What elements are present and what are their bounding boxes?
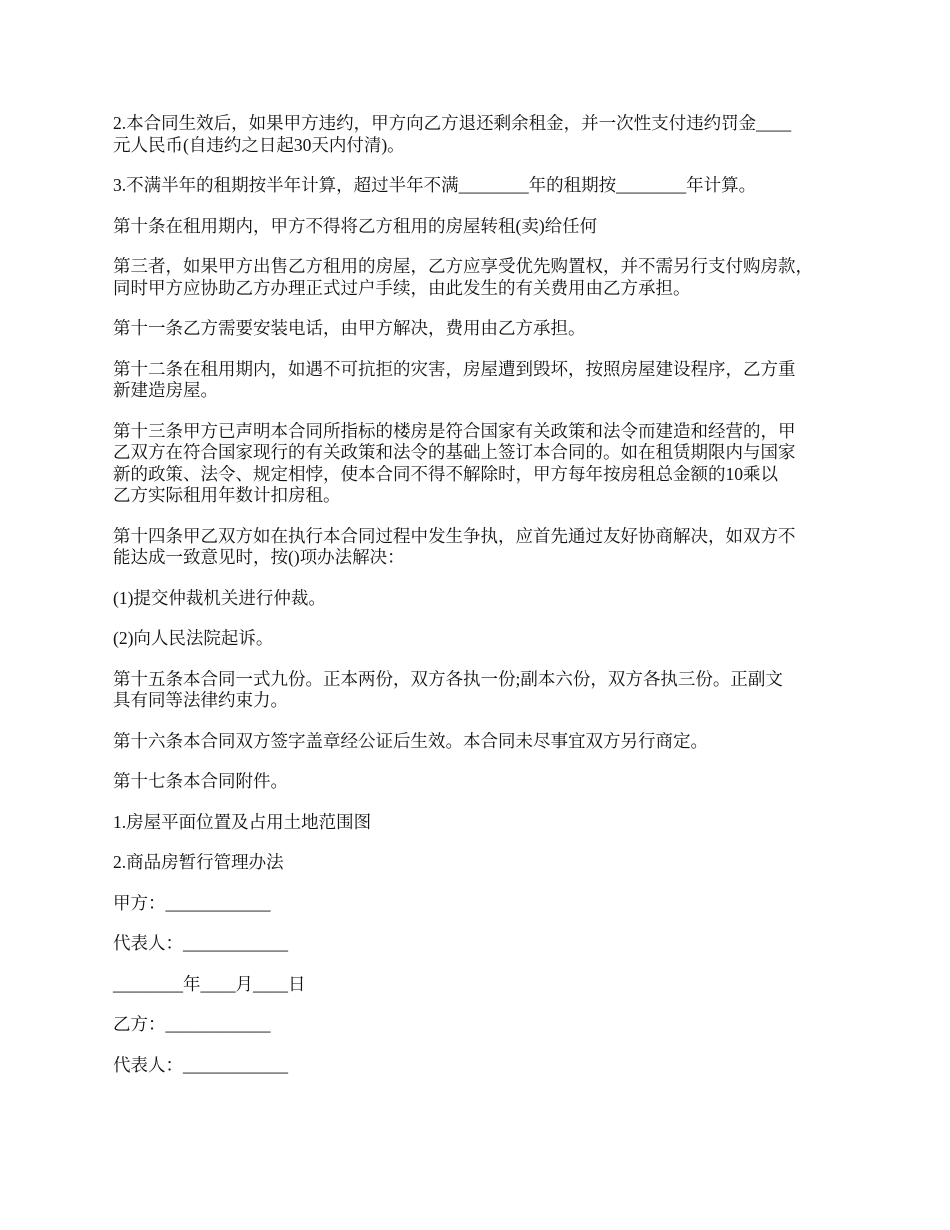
article-10-sublease: 第十条在租用期内，甲方不得将乙方租用的房屋转租(卖)给任何 xyxy=(113,215,598,236)
party-a-signature: 甲方：____________ xyxy=(113,892,271,913)
party-b-signature: 乙方：____________ xyxy=(113,1014,271,1034)
dispute-option-arbitration: (1)提交仲裁机关进行仲裁。 xyxy=(113,587,326,608)
article-17-attachments: 第十七条本合同附件。 xyxy=(113,771,288,791)
article-14-disputes: 第十四条甲乙双方如在执行本合同过程中发生争执，应首先通过友好协商解决，如双方不 能达成一致意见时，按()项办法解决： xyxy=(113,525,796,567)
party-a-representative: 代表人：____________ xyxy=(113,933,288,953)
article-11-telephone: 第十一条乙方需要安装电话，由甲方解决，费用由乙方承担。 xyxy=(113,318,586,338)
attachment-2: 2.商品房暂行管理办法 xyxy=(113,852,284,872)
clause-3-lease-term: 3.不满半年的租期按半年计算，超过半年不满________年的租期按________年计算。 xyxy=(113,175,757,195)
article-13-policy: 第十三条甲方已声明本合同所指标的楼房是符合国家有关政策和法令而建造和经营的，甲 乙双方在符合国家现行的有关政策和法令的基础上签订本合同的。如在租赁期限内与国家 新的政策、法令、规定相悖，使本合同不得不解除时，甲方每年按房租总金额的10乘以 乙方实际租用年数计扣房租。 xyxy=(113,420,796,505)
contract-document xyxy=(113,113,843,1095)
article-16-effective: 第十六条本合同双方签字盖章经公证后生效。本合同未尽事宜双方另行商定。 xyxy=(113,730,708,751)
clause-2-breach-penalty: 2.本合同生效后，如果甲方违约，甲方向乙方退还剩余租金，并一次性支付违约罚金____ 元人民币(自违约之日起30天内付清)。 xyxy=(113,113,792,155)
dispute-option-court: (2)向人民法院起诉。 xyxy=(113,628,274,648)
article-10-third-party: 第三者，如果甲方出售乙方租用的房屋，乙方应享受优先购置权，并不需另行支付购房款， 同时甲方应协助乙方办理正式过户手续，由此发生的有关费用由乙方承担。 xyxy=(113,256,813,298)
article-15-copies: 第十五条本合同一式九份。正本两份，双方各执一份;副本六份，双方各执三份。正副文 具有同等法律约束力。 xyxy=(113,668,783,710)
article-12-disaster: 第十二条在租用期内，如遇不可抗拒的灾害，房屋遭到毁坏，按照房屋建设程序，乙方重 新建造房屋。 xyxy=(113,358,796,400)
attachment-1: 1.房屋平面位置及占用土地范围图 xyxy=(113,811,372,832)
party-b-representative: 代表人：____________ xyxy=(113,1054,288,1075)
signing-date: ________年____月____日 xyxy=(113,973,306,994)
